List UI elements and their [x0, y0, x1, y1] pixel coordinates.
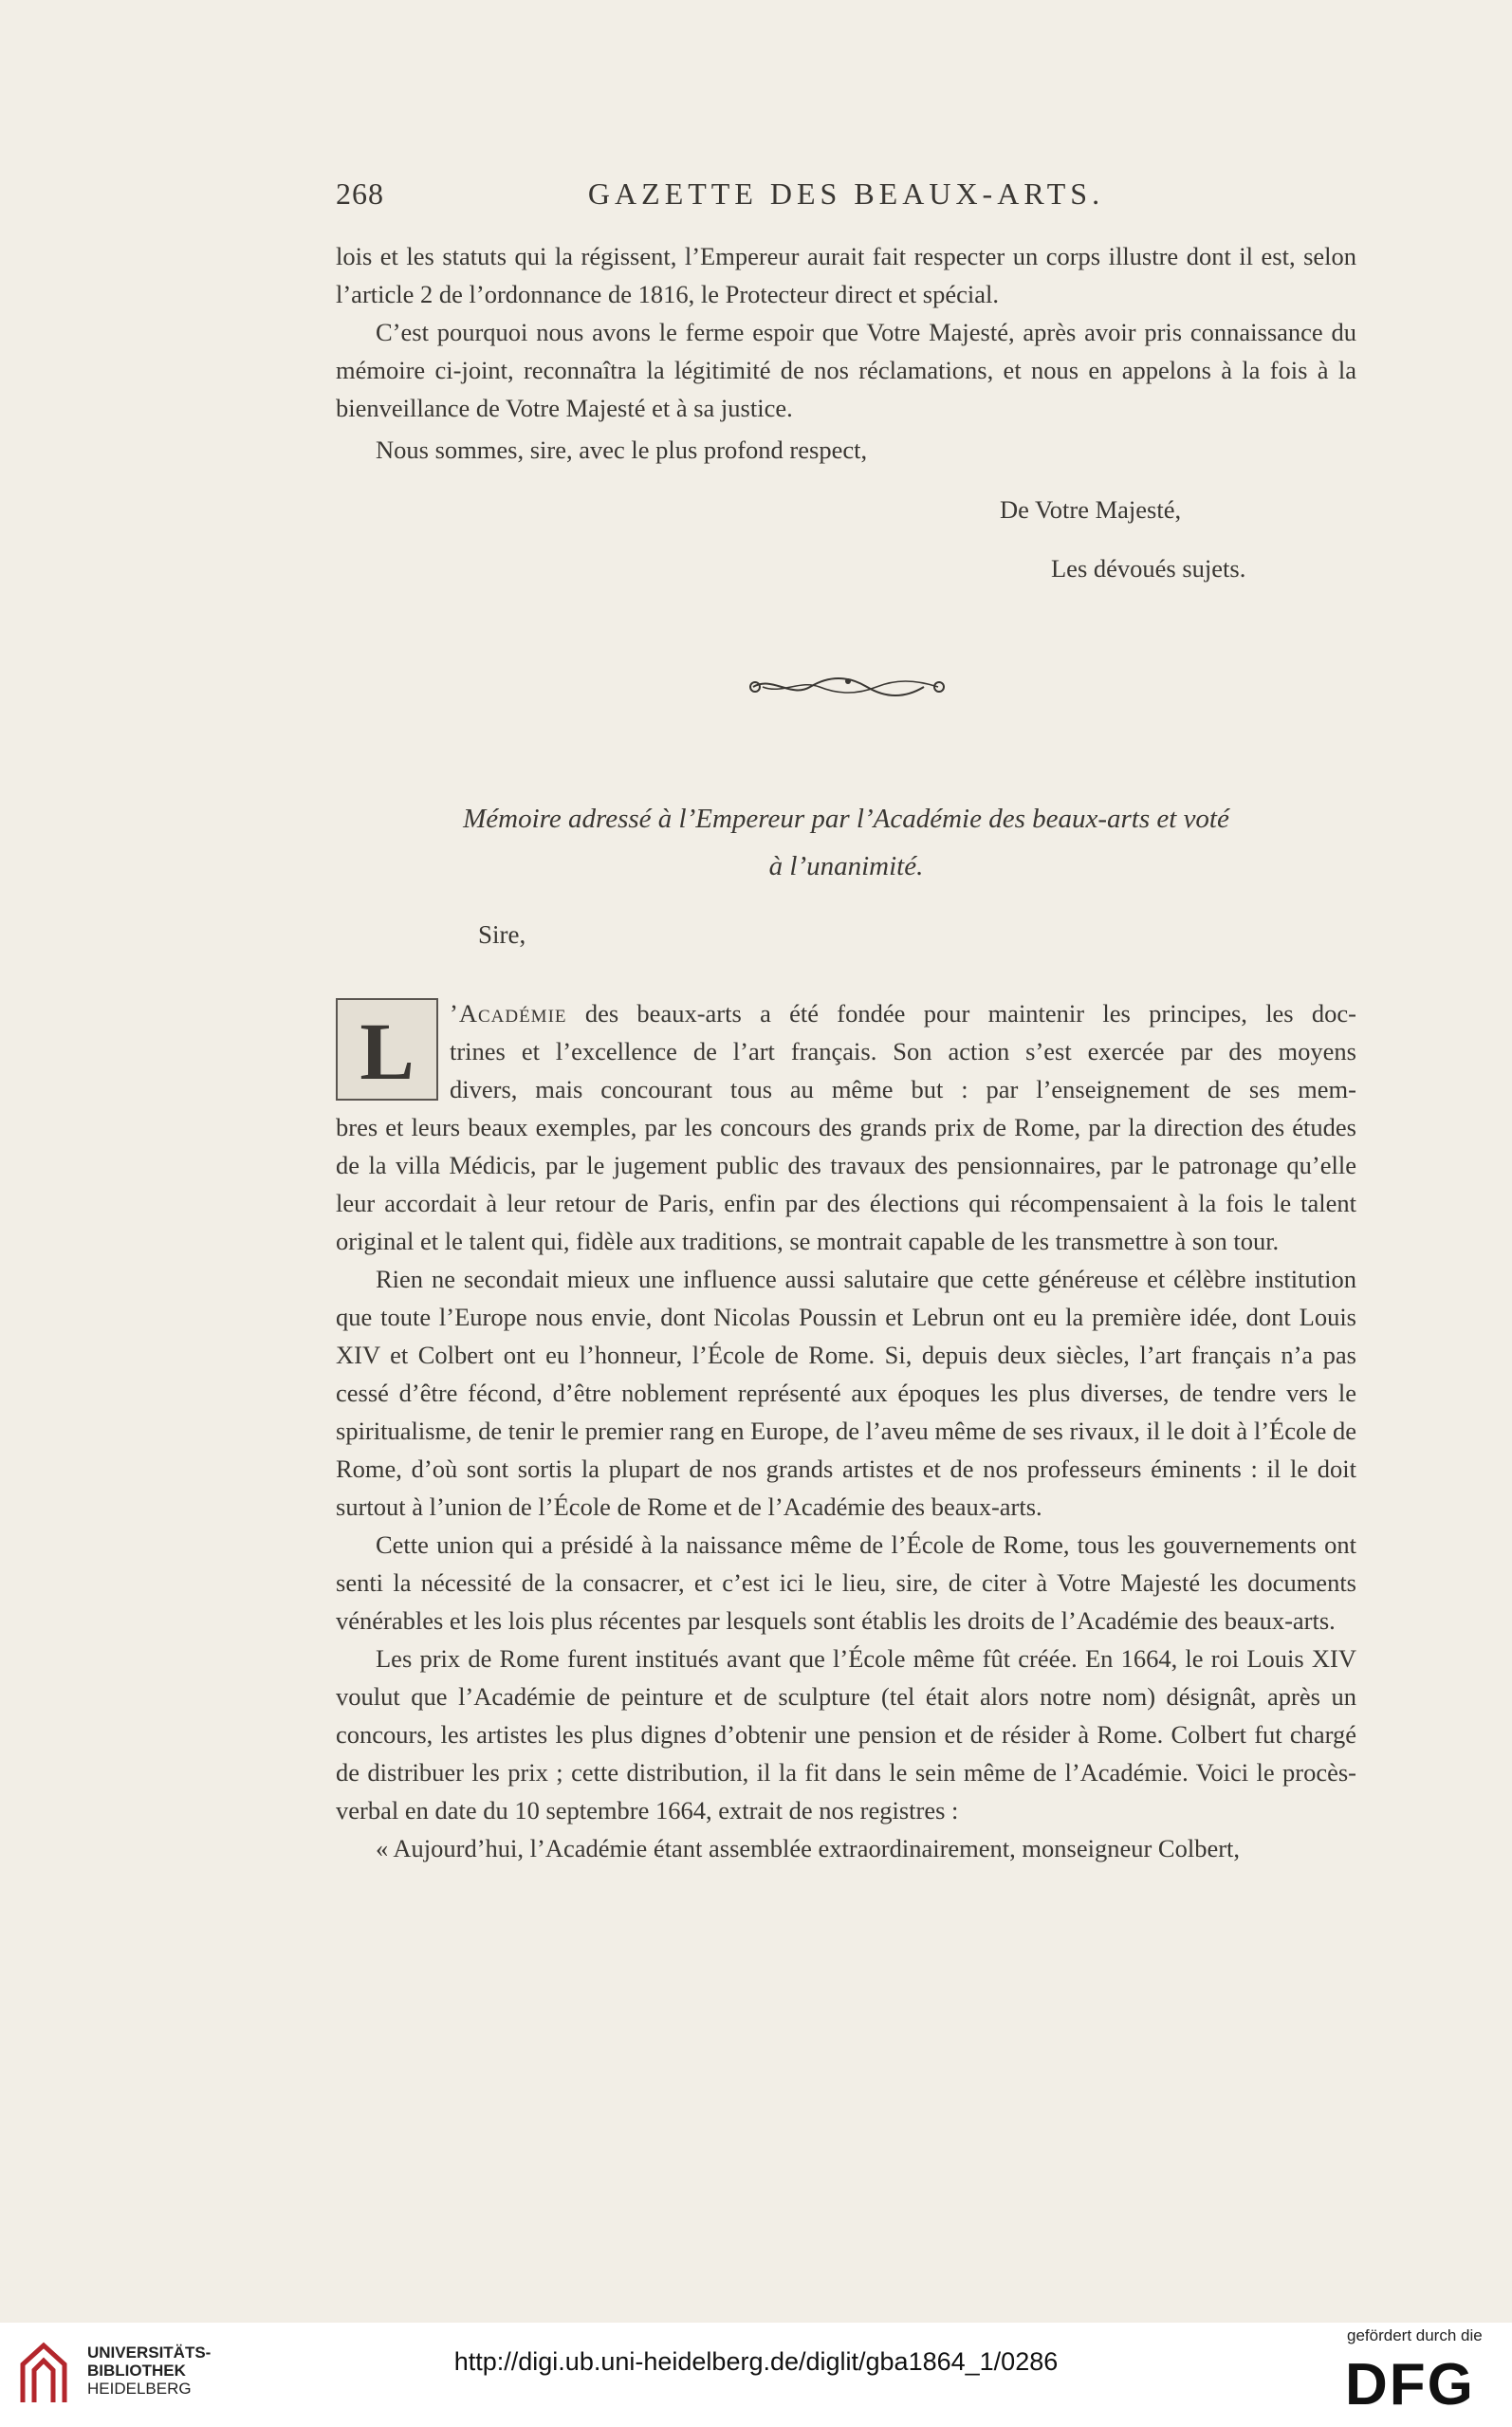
closing-salutation: De Votre Majesté,: [1000, 495, 1182, 524]
memoire-title-line: à l’unanimité.: [768, 851, 924, 881]
running-title: GAZETTE DES BEAUX-ARTS.: [587, 176, 1105, 211]
memoire-title: [336, 795, 1356, 890]
wrap-line: divers, mais concourant tous au même but : par l’enseignement de ses mem-: [450, 1075, 1356, 1103]
letter-paragraph: Nous sommes, sire, avec le plus profond respect,: [376, 435, 868, 464]
closing-signature: Les dévoués sujets.: [1051, 554, 1246, 583]
memoire-paragraph: Rien ne secondait mieux une influence aussi salutaire que cette généreuse et célèbre institution que toute l’Europe nous envie, dont Nicolas Poussin et Lebrun ont eu la première idée, dont Louis XIV et Colbert ont eu l’honneur, l’École de Rome. Si, depuis deux siècles, l’art français n’a pas cessé d’être fécond, d’être noblement représenté aux époques les plus diverses, de tendre vers le spiritualisme, de tenir le premier rang en Europe, de l’aveu même de ses rivaux, il le doit à l’École de Rome, d’où sont sortis la plupart de nos grands artistes et de nos professeurs éminents : il le doit surtout à l’union de l’École de Rome et de l’Académie des beaux-arts.: [336, 1265, 1356, 1521]
running-header: [336, 176, 1356, 224]
memoire-paragraph: Les prix de Rome furent institués avant que l’École même fût créée. En 1664, le roi Louis XIV voulut que l’Académie de peinture et de sculpture (tel était alors notre nom) désignât, après un concours, les artistes les plus dignes d’obtenir une pension et de résider à Rome. Colbert fut chargé de distribuer les prix ; cette distribution, il la fit dans le sein même de l’Académie. Voici le procès-verbal en date du 10 septembre 1664, extrait de nos registres :: [336, 1644, 1356, 1825]
letter-paragraph: C’est pourquoi nous avons le ferme espoir que Votre Majesté, après avoir pris connaissance du mémoire ci-joint, reconnaîtra la légitimité de nos réclamations, et nous en appelons à la fois à la bienveillance de Votre Majesté et à sa justice.: [336, 318, 1356, 422]
library-name-line: UNIVERSITÄTS-: [87, 2344, 212, 2362]
page-number: 268: [336, 176, 384, 211]
memoire-paragraph: Cette union qui a présidé à la naissance même de l’École de Rome, tous les gouvernements ont senti la nécessité de la consacrer, et c’est ici le lieu, sire, de citer à Votre Majesté les documents vénérables et les lois plus récentes par lesquels sont établis les droits de l’Académie des beaux-arts.: [336, 1530, 1356, 1635]
permalink-url[interactable]: http://digi.ub.uni-heidelberg.de/diglit/gba1864_1/0286: [453, 2347, 1059, 2376]
wrap-line-text: des beaux-arts a été fondée pour maintenir les principes, les doc-: [584, 999, 1357, 1028]
library-name-line: BIBLIOTHEK: [87, 2362, 186, 2380]
memoire-paragraph: bres et leurs beaux exemples, par les concours des grands prix de Rome, par la direction des études de la villa Médicis, par le jugement public des travaux des pensionnaires, par le patronage qu’elle leur accordait à leur retour de Paris, enfin par des élections qui récompensaient à la fois le talent original et le talent qui, fidèle aux traditions, se montrait capable de les transmettre à son tour.: [336, 1113, 1356, 1255]
first-word: ’Académie: [450, 999, 567, 1028]
decorated-initial: [336, 998, 438, 1101]
letter-text: [336, 237, 1356, 469]
memoire-paragraph: « Aujourd’hui, l’Académie étant assemblée extraordinairement, monseigneur Colbert,: [376, 1834, 1241, 1862]
initial-letter: L: [360, 1006, 415, 1097]
ornament-divider-icon: [744, 670, 952, 704]
initial-wrap-lines: [450, 994, 1356, 1108]
funding-note: gefördert durch die: [1347, 2326, 1483, 2344]
wrap-line: trines et l’excellence de l’art français. Son action s’est exercée par des moyens: [450, 1037, 1356, 1065]
letter-paragraph: lois et les statuts qui la régissent, l’Empereur aurait fait respecter un corps illustre dont il est, selon l’article 2 de l’ordonnance de 1816, le Protecteur direct et spécial.: [336, 242, 1356, 308]
memoire-title-line: Mémoire adressé à l’Empereur par l’Académie des beaux-arts et voté: [463, 804, 1229, 834]
library-name-line: HEIDELBERG: [87, 2380, 192, 2398]
memoire-text: [336, 1108, 1356, 1867]
dfg-logo[interactable]: DFG: [1345, 2352, 1475, 2418]
memoire-salutation: Sire,: [478, 920, 526, 949]
wrap-line: [450, 994, 1356, 1032]
